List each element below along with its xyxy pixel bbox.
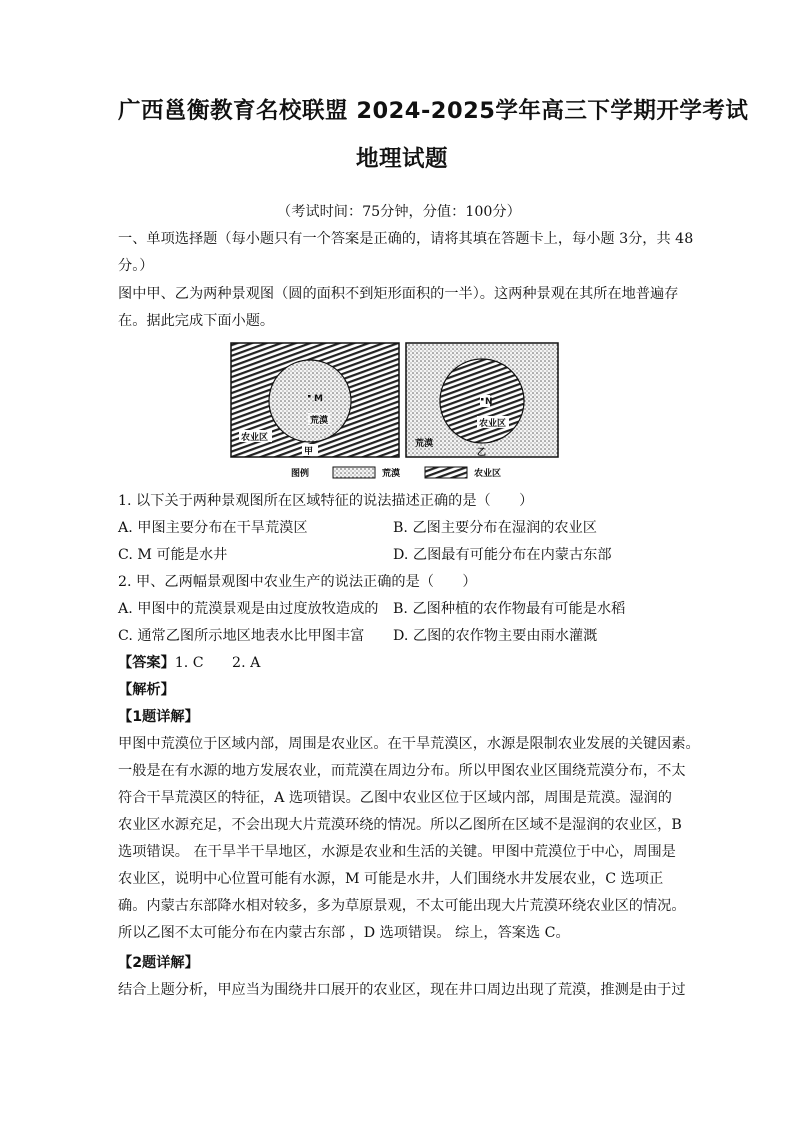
q2-option-c: C. 通常乙图所示地区地表水比甲图丰富 <box>118 628 365 644</box>
q1-detail-line: 符合干旱荒漠区的特征，A 选项错误。乙图中农业区位于区域内部，周围是荒漠。湿润的 <box>118 790 672 806</box>
q2-detail-body <box>118 977 684 1004</box>
q2-option-b: B. 乙图种植的农作物最有可能是水稻 <box>393 601 626 617</box>
left-desert-label: 荒漠 <box>310 416 329 426</box>
left-farm-label: 农业区 <box>241 433 269 443</box>
q1-option-a: A. 甲图主要分布在干旱荒漠区 <box>118 520 308 536</box>
legend-farm-label: 农业区 <box>474 469 502 479</box>
legend-desert-swatch <box>333 467 375 478</box>
legend-desert-label: 荒漠 <box>382 469 401 479</box>
answer-line <box>118 650 260 677</box>
analysis-label: 【解析】 <box>118 682 175 698</box>
q1-detail-body <box>118 731 700 947</box>
q1-option-d: D. 乙图最有可能分布在内蒙古东部 <box>393 547 612 563</box>
q2-detail-label: 【2题详解】 <box>118 955 199 971</box>
panel-jia <box>231 343 399 457</box>
legend-farm-swatch <box>425 467 467 478</box>
exam-info: （考试时间：75分钟，分值：100分） <box>277 204 521 220</box>
q1-option-b: B. 乙图主要分布在湿润的农业区 <box>393 520 597 536</box>
q1-option-c: C. M 可能是水井 <box>118 547 228 563</box>
landscape-figure <box>228 340 562 484</box>
q1-detail-line: 一般是在有水源的地方发展农业，而荒漠在周边分布。所以甲图农业区围绕荒漠分布，不太 <box>118 763 686 779</box>
question-2-stem: 2. 甲、乙两幅景观图中农业生产的说法正确的是（ ） <box>118 574 477 590</box>
answer-label: 【答案】 <box>118 655 175 671</box>
q1-detail-line: 所以乙图不太可能分布在内蒙古东部 ，D 选项错误。 综上，答案选 C。 <box>118 925 570 941</box>
q1-detail-line: 确。内蒙古东部降水相对较多，多为草原景观，不太可能出现大片荒漠环绕农业区的情况。 <box>118 898 686 914</box>
figure-legend <box>291 467 501 479</box>
page-subtitle: 地理试题 <box>356 146 449 172</box>
panel-yi <box>406 343 558 458</box>
q2-option-d: D. 乙图的农作物主要由雨水灌溉 <box>393 628 598 644</box>
caption-yi: 乙 <box>477 448 487 458</box>
q1-detail-line: 甲图中荒漠位于区域内部，周围是农业区。在干旱荒漠区，水源是限制农业发展的关键因素。 <box>118 736 700 752</box>
point-n-label: N <box>485 397 493 407</box>
caption-jia: 甲 <box>304 447 314 457</box>
q1-detail-line: 选项错误。 在干旱半干旱地区，水源是农业和生活的关键。甲图中荒漠位于中心，周围是 <box>118 844 676 860</box>
section-heading-line2: 分。） <box>118 258 154 274</box>
page-title: 广西邕衡教育名校联盟 2024-2025学年高三下学期开学考试 <box>118 98 749 124</box>
right-desert-label: 荒漠 <box>415 439 434 449</box>
section-heading-line1: 一、单项选择题（每小题只有一个答案是正确的，请将其填在答题卡上，每小题 3分，共 48 <box>118 231 694 247</box>
q1-detail-line: 农业区水源充足，不会出现大片荒漠环绕的情况。所以乙图所在区域不是湿润的农业区，B <box>118 817 682 833</box>
q2-detail-line: 结合上题分析，甲应当为围绕井口展开的农业区，现在井口周边出现了荒漠，推测是由于过 <box>118 982 686 998</box>
legend-title: 图例 <box>291 469 310 479</box>
intro-line2: 在。据此完成下面小题。 <box>118 313 275 329</box>
question-1-stem: 1. 以下关于两种景观图所在区域特征的说法描述正确的是（ ） <box>118 493 534 509</box>
point-n-marker <box>481 398 484 401</box>
intro-line1: 图中甲、乙为两种景观图（圆的面积不到矩形面积的一半）。这两种景观在其所在地普遍存 <box>118 286 679 302</box>
point-m-marker <box>308 395 311 398</box>
q1-detail-line: 农业区，说明中心位置可能有水源，M 可能是水井，人们围绕水井发展农业，C 选项正 <box>118 871 664 887</box>
right-farm-label: 农业区 <box>479 419 507 429</box>
point-m-label: M <box>314 394 323 404</box>
q2-option-a: A. 甲图中的荒漠景观是由过度放牧造成的 <box>118 601 379 617</box>
answer-value: 1. C 2. A <box>174 655 261 671</box>
q1-detail-label: 【1题详解】 <box>118 709 199 725</box>
